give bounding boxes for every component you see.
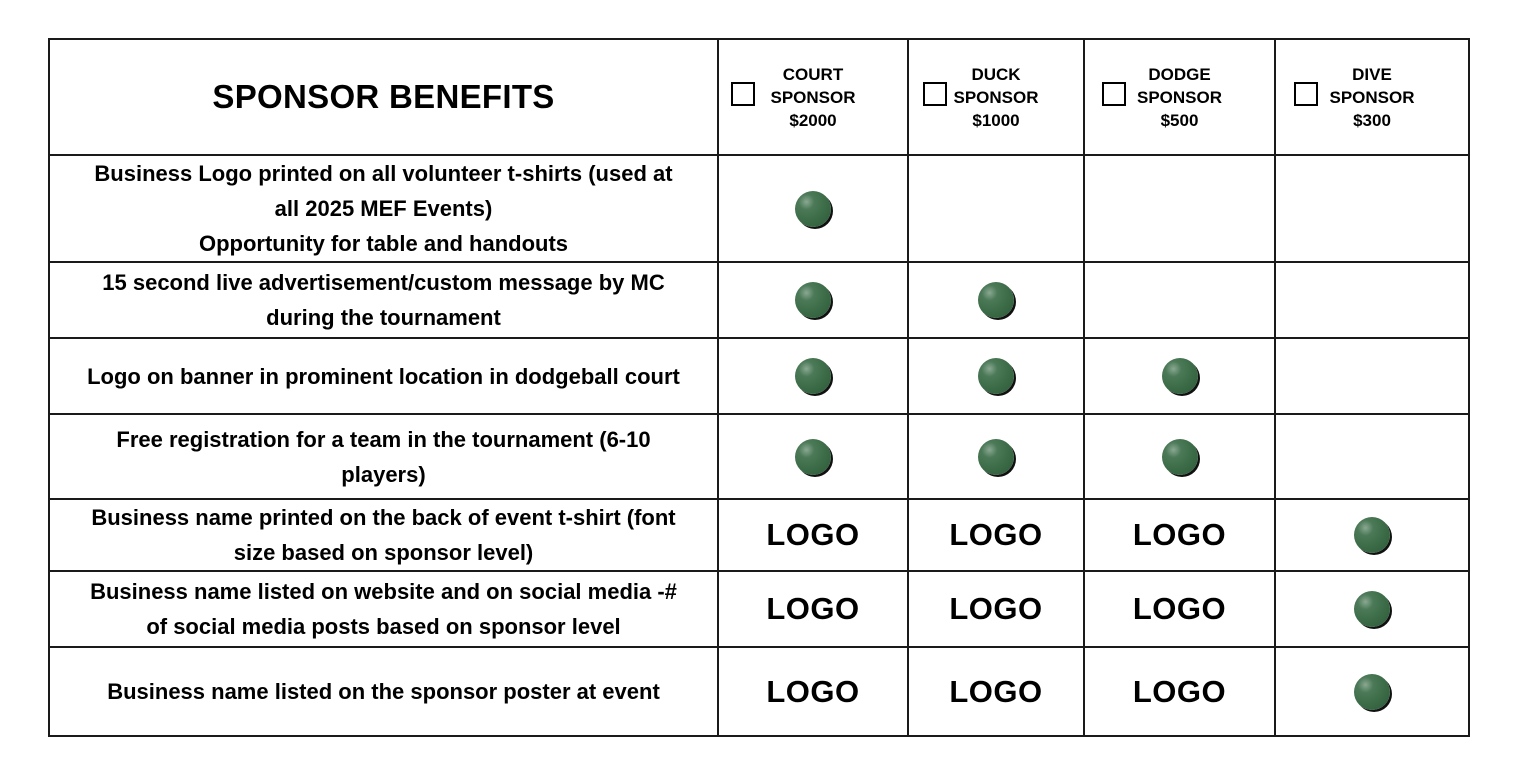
benefit-cell-duck: [908, 571, 1084, 647]
table-row: [49, 338, 1469, 414]
benefit-description: [49, 155, 718, 262]
benefit-cell-dive: [1275, 155, 1469, 262]
tier-header-dodge: [1084, 39, 1275, 155]
logo-label: LOGO: [1132, 591, 1227, 626]
benefit-cell-court: [718, 414, 908, 499]
logo-label: LOGO: [766, 517, 860, 552]
benefit-text-line: Business name printed on the back of event t-shirt (font: [91, 505, 676, 530]
benefit-cell-dodge: [1084, 338, 1275, 414]
table-row: [49, 414, 1469, 499]
benefit-description: [49, 414, 718, 499]
logo-label: LOGO: [766, 591, 860, 626]
sponsor-benefits-table: [48, 38, 1470, 737]
header-row: [49, 39, 1469, 155]
benefit-description: [49, 262, 718, 338]
benefit-cell-dodge: [1084, 262, 1275, 338]
benefit-text-line: Business name listed on website and on social media -#: [90, 579, 677, 604]
benefit-cell-dive: [1275, 571, 1469, 647]
benefit-cell-court: [718, 571, 908, 647]
benefit-cell-dive: [1275, 647, 1469, 736]
tier-price-duck: $1000: [972, 110, 1020, 130]
table-title: SPONSOR BENEFITS: [49, 39, 718, 155]
benefit-text-line: Opportunity for table and handouts: [198, 231, 569, 256]
benefit-text-line: Business name listed on the sponsor poster at event: [107, 679, 660, 704]
table-row: [49, 499, 1469, 571]
benefit-cell-court: [718, 647, 908, 736]
court-sponsor-checkbox[interactable]: [731, 82, 755, 106]
tier-label-dive: DIVE SPONSOR $300: [1276, 63, 1468, 132]
tier-header-dive: [1275, 39, 1469, 155]
dive-sponsor-checkbox[interactable]: [1294, 82, 1318, 106]
benefit-cell-dive: [1275, 262, 1469, 338]
logo-label: LOGO: [1132, 673, 1227, 709]
benefit-cell-court: [718, 338, 908, 414]
duck-sponsor-checkbox[interactable]: [923, 82, 947, 106]
benefit-text-line: all 2025 MEF Events): [274, 196, 493, 221]
green-dot-icon: [1354, 591, 1390, 627]
tier-header-duck: [908, 39, 1084, 155]
benefit-cell-duck: [908, 338, 1084, 414]
benefit-text-line: size based on sponsor level): [233, 540, 534, 565]
dodge-sponsor-checkbox[interactable]: [1102, 82, 1126, 106]
benefit-cell-duck: [908, 414, 1084, 499]
benefit-cell-duck: [908, 155, 1084, 262]
benefit-description: [49, 571, 718, 647]
benefit-text-line: Business Logo printed on all volunteer t-shirts (used at: [94, 161, 673, 186]
benefit-cell-dodge: [1084, 571, 1275, 647]
tier-label-duck: DUCK SPONSOR $1000: [909, 63, 1083, 132]
benefit-text-line: 15 second live advertisement/custom message by MC: [102, 270, 665, 295]
benefit-cell-court: [718, 155, 908, 262]
tier-price-dodge: $500: [1160, 110, 1199, 130]
tier-price-dive: $300: [1353, 110, 1391, 130]
green-dot-icon: [1162, 439, 1198, 475]
green-dot-icon: [795, 439, 831, 475]
green-dot-icon: [1162, 358, 1198, 394]
benefit-cell-dodge: [1084, 499, 1275, 571]
benefit-cell-court: [718, 499, 908, 571]
benefit-cell-dodge: [1084, 155, 1275, 262]
benefit-cell-dive: [1275, 338, 1469, 414]
benefit-text-line: Free registration for a team in the tournament (6-10: [116, 426, 651, 452]
benefit-text-line: during the tournament: [266, 305, 501, 330]
logo-label: LOGO: [949, 673, 1043, 709]
benefit-text-line: Logo on banner in prominent location in dodgeball court: [87, 363, 680, 389]
benefit-description: [49, 647, 718, 736]
benefit-cell-duck: [908, 499, 1084, 571]
green-dot-icon: [795, 358, 831, 394]
green-dot-icon: [1354, 674, 1390, 710]
green-dot-icon: [978, 358, 1014, 394]
benefit-cell-dodge: [1084, 647, 1275, 736]
green-dot-icon: [795, 191, 831, 227]
tier-header-court: [718, 39, 908, 155]
table-row: [49, 155, 1469, 262]
table-row: [49, 571, 1469, 647]
green-dot-icon: [978, 282, 1014, 318]
logo-label: LOGO: [1132, 517, 1227, 552]
benefit-cell-duck: [908, 262, 1084, 338]
logo-label: LOGO: [949, 591, 1043, 626]
tier-price-court: $2000: [789, 110, 837, 130]
logo-label: LOGO: [766, 673, 860, 709]
tier-label-court: COURT SPONSOR $2000: [719, 63, 907, 132]
benefit-text-line: players): [341, 461, 426, 487]
logo-label: LOGO: [949, 517, 1043, 552]
table-row: [49, 262, 1469, 338]
green-dot-icon: [795, 282, 831, 318]
tier-label-dodge: DODGE SPONSOR $500: [1085, 63, 1274, 132]
benefit-cell-court: [718, 262, 908, 338]
table-row: [49, 647, 1469, 736]
green-dot-icon: [978, 439, 1014, 475]
benefit-cell-duck: [908, 647, 1084, 736]
benefit-description: [49, 499, 718, 571]
benefit-cell-dodge: [1084, 414, 1275, 499]
benefit-description: [49, 338, 718, 414]
benefit-cell-dive: [1275, 499, 1469, 571]
benefit-cell-dive: [1275, 414, 1469, 499]
green-dot-icon: [1354, 517, 1390, 553]
benefit-text-line: of social media posts based on sponsor level: [146, 614, 621, 639]
